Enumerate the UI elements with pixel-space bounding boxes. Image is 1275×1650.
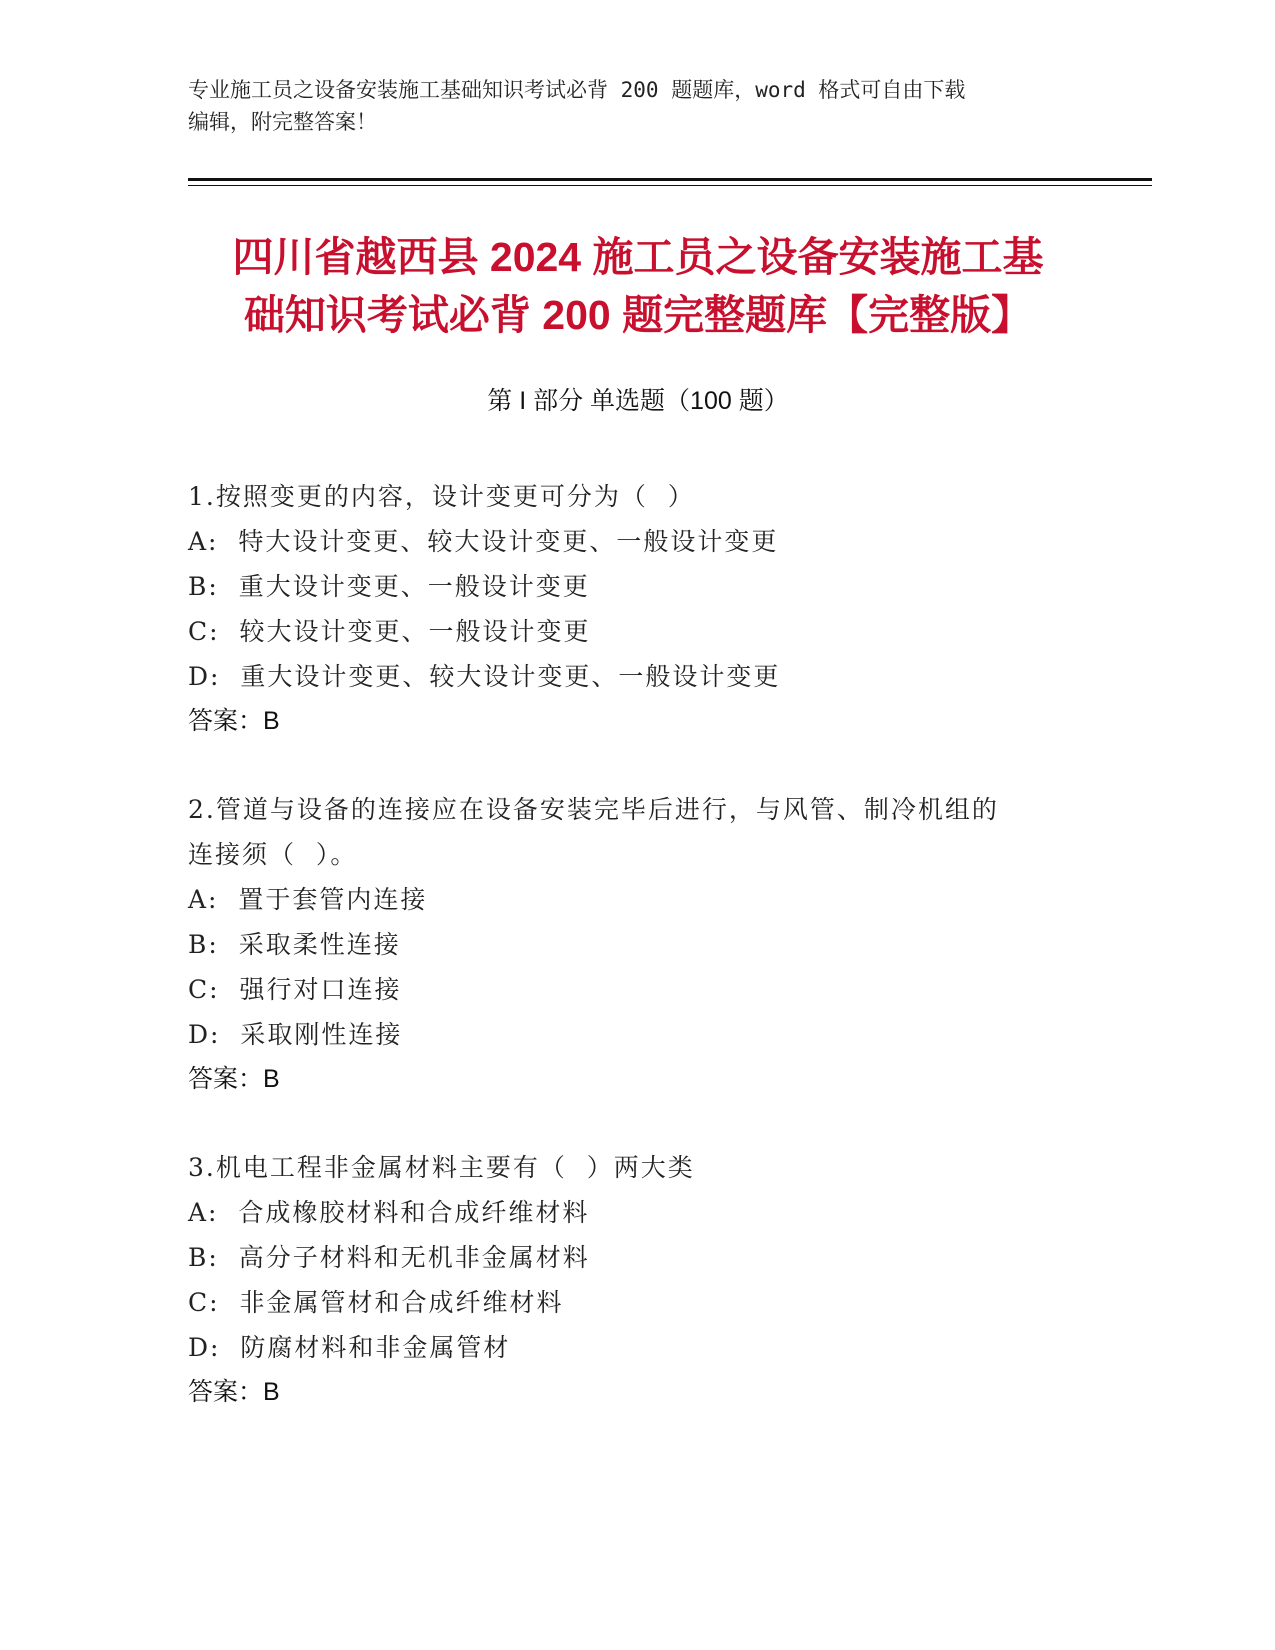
question-option-c: C: 非金属管材和合成纤维材料: [188, 1288, 564, 1317]
question-stem-continued: 连接须（ ）。: [188, 840, 358, 869]
question-stem: 2.管道与设备的连接应在设备安装完毕后进行，与风管、制冷机组的: [188, 795, 999, 824]
question-option-d: D: 防腐材料和非金属管材: [188, 1333, 511, 1362]
question-option-d: D: 采取刚性连接: [188, 1020, 403, 1049]
question-option-c: C: 强行对口连接: [188, 975, 402, 1004]
question-option-b: B: 高分子材料和无机非金属材料: [188, 1243, 590, 1272]
document-title-line-2: 础知识考试必背 200 题完整题库【完整版】: [243, 292, 1033, 338]
header-note-line-2: 编辑，附完整答案！: [188, 110, 377, 134]
question-item: [188, 1145, 1088, 1415]
header-divider-thick: [188, 178, 1152, 181]
document-title-line-1: 四川省越西县 2024 施工员之设备安装施工基: [232, 234, 1044, 280]
question-answer: 答案：B: [188, 707, 280, 735]
question-option-a: A: 特大设计变更、较大设计变更、一般设计变更: [188, 527, 779, 556]
question-answer: 答案：B: [188, 1065, 280, 1093]
question-option-c: C: 较大设计变更、一般设计变更: [188, 617, 591, 646]
question-option-d: D: 重大设计变更、较大设计变更、一般设计变更: [188, 662, 781, 691]
document-title: [188, 228, 1088, 344]
question-stem: 3.机电工程非金属材料主要有（ ）两大类: [188, 1153, 695, 1182]
header-note-line-1: 专业施工员之设备安装施工基础知识考试必背 200 题题库，word 格式可自由下载: [188, 78, 966, 102]
question-option-a: A: 置于套管内连接: [188, 885, 428, 914]
question-item: [188, 787, 1088, 1102]
question-option-b: B: 采取柔性连接: [188, 930, 401, 959]
question-answer: 答案：B: [188, 1378, 280, 1406]
question-stem: 1.按照变更的内容，设计变更可分为（ ）: [188, 482, 695, 511]
question-option-a: A: 合成橡胶材料和合成纤维材料: [188, 1198, 590, 1227]
section-title: 第 I 部分 单选题（100 题）: [487, 387, 789, 415]
question-item: [188, 474, 1088, 744]
question-option-b: B: 重大设计变更、一般设计变更: [188, 572, 590, 601]
header-divider-thin: [188, 185, 1152, 186]
question-list: [188, 474, 1088, 1458]
header-note: [188, 74, 1088, 138]
